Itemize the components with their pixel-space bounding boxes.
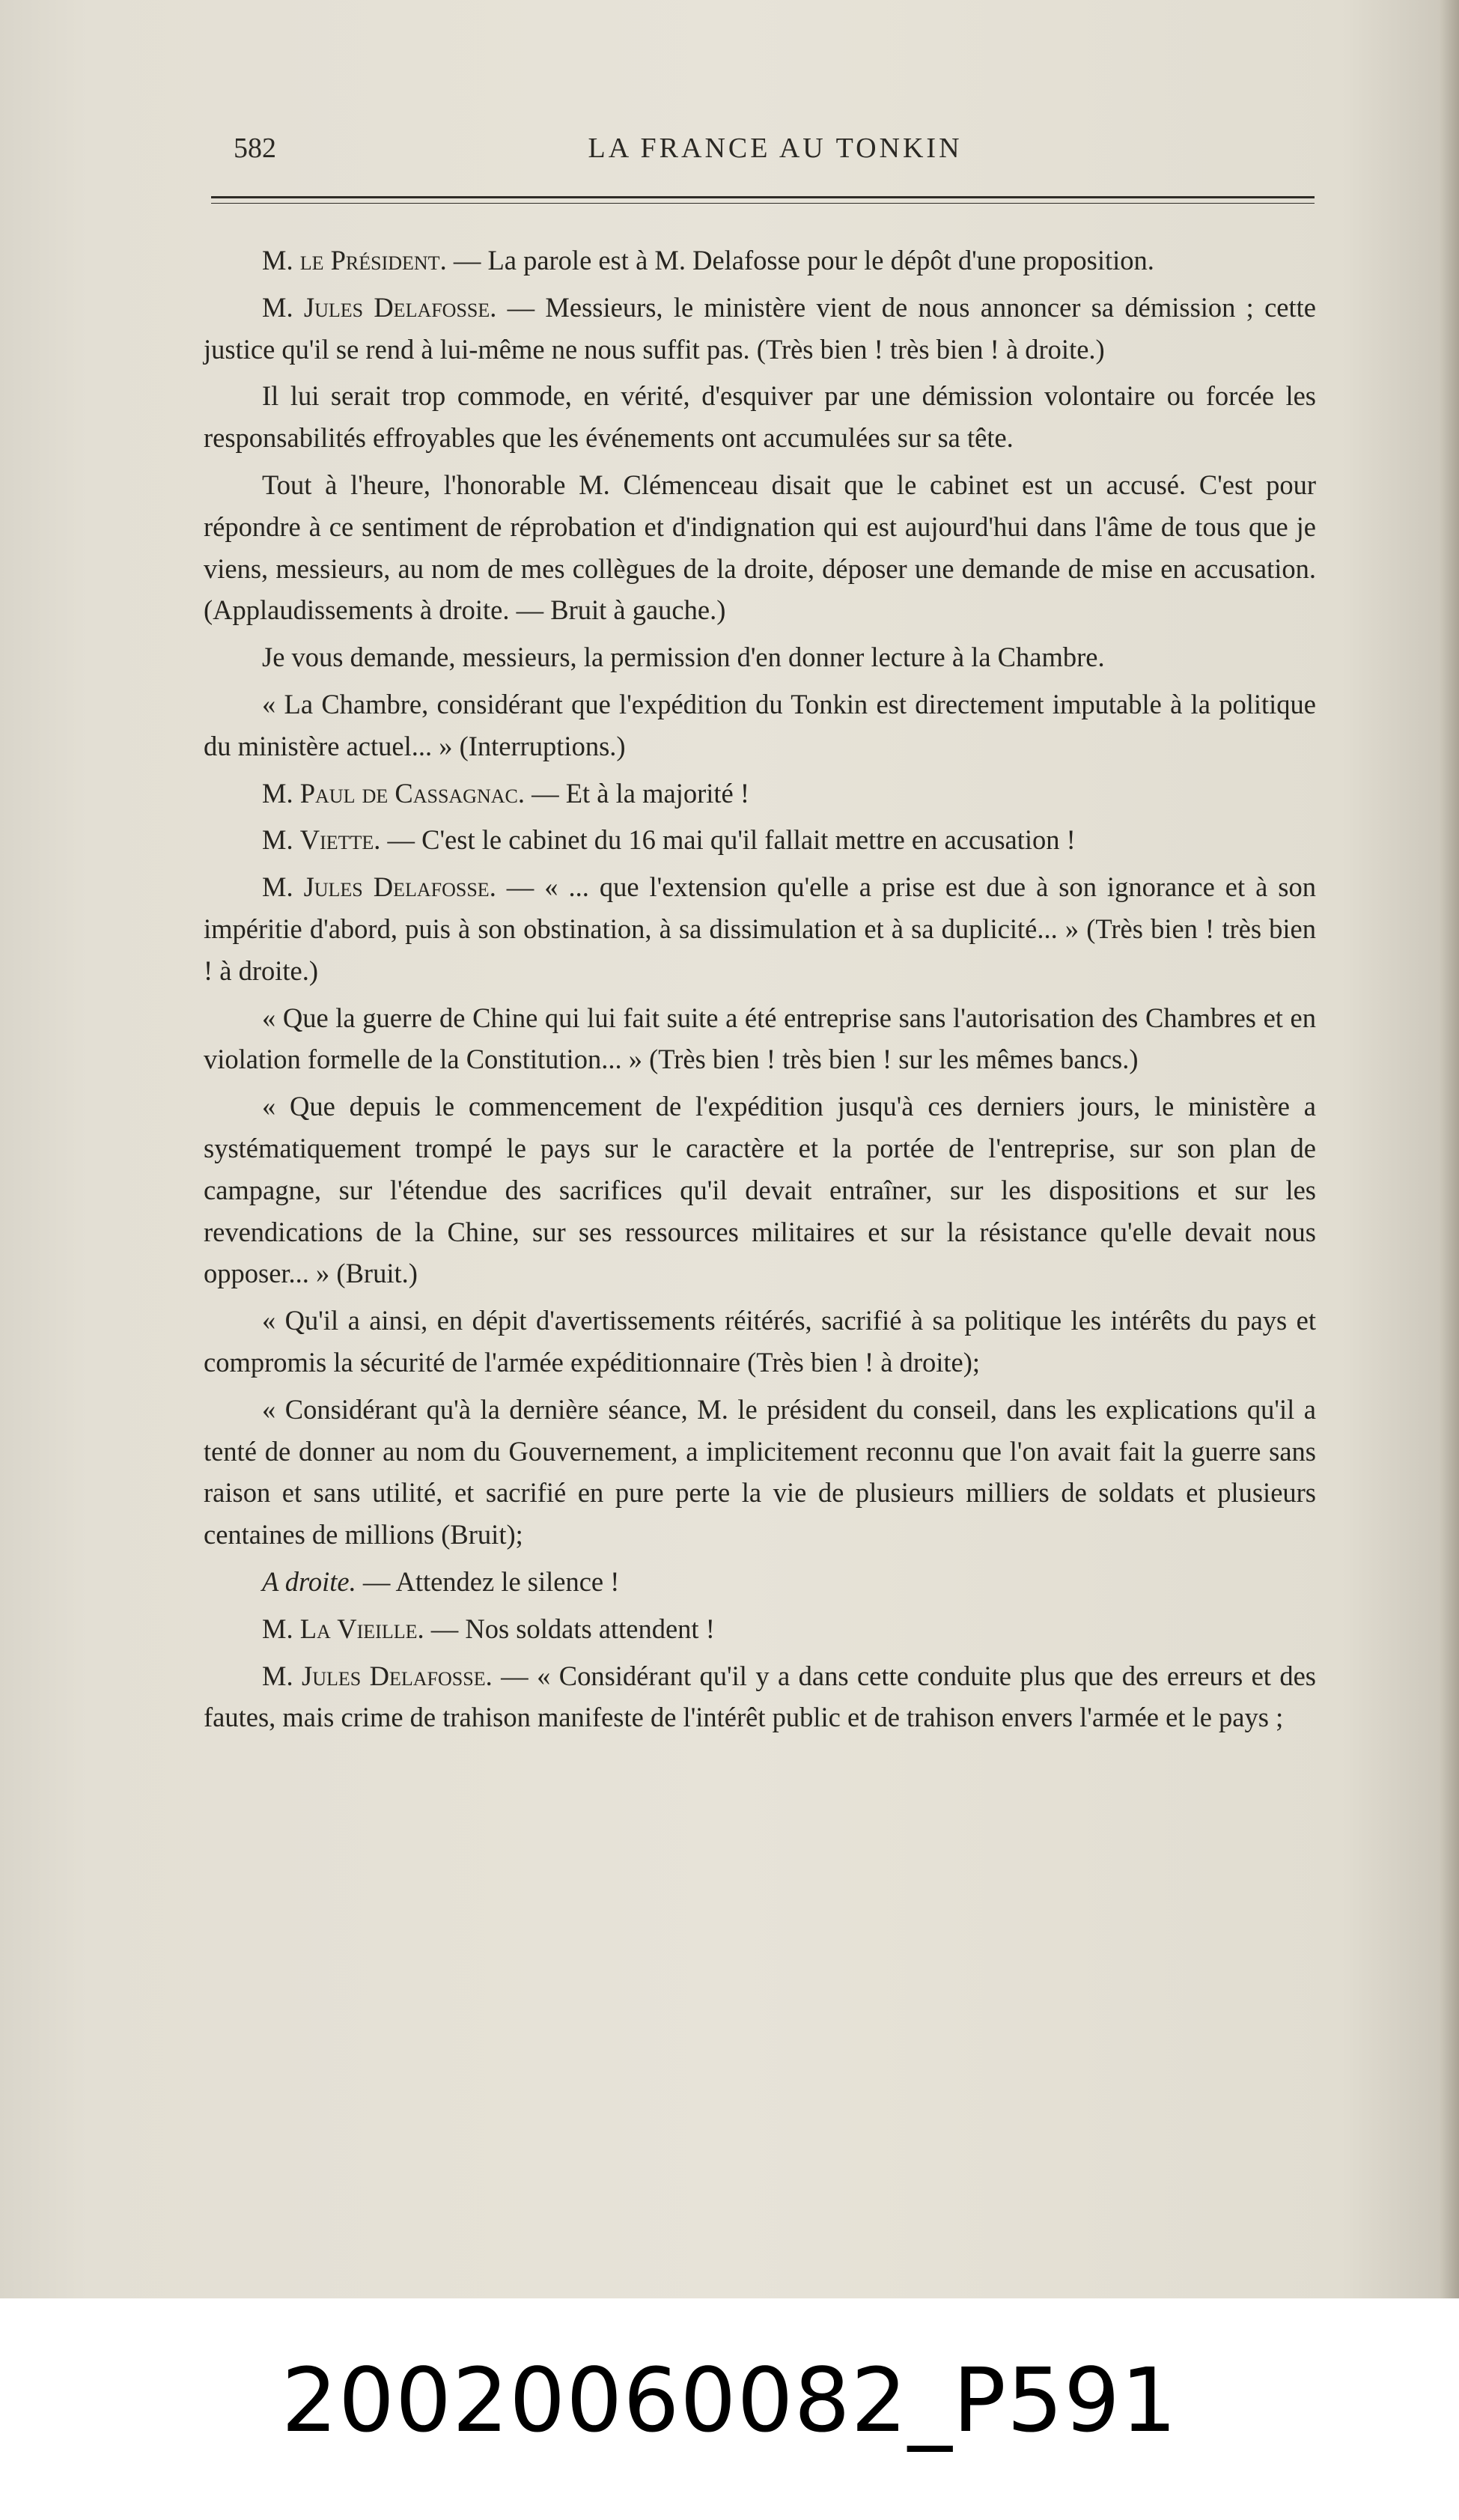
paragraph-text: « Considérant qu'à la dernière séance, M. le président du conseil, dans les explications qu'il a tenté de donner au nom du Gouvernement, a implicitement reconnu que l'on avait fait la guerre sans raison et sans utilité, et sacrifié en pure perte la vie de plusieurs milliers de soldats et plusieurs centaines de millions (Bruit); <box>204 1393 1316 1550</box>
paragraph-text: . — La parole est à M. Delafosse pour le dépôt d'une proposition. <box>439 245 1154 276</box>
page-edge-shadow <box>1440 0 1459 2298</box>
speaker-name: le Président <box>299 245 440 276</box>
body-text <box>204 240 1316 1744</box>
paragraph-text: . — Nos soldats attendent ! <box>417 1613 715 1644</box>
paragraph-text: . — Messieurs, le ministère vient de nous annoncer sa démission ; cette justice qu'il se rend à lui-même ne nous suffit pas. (Très bien ! très bien ! à droite.) <box>204 291 1316 365</box>
speaker-name: La Vieille <box>299 1613 418 1644</box>
running-title: LA FRANCE AU TONKIN <box>588 133 963 164</box>
paragraph <box>204 1655 1316 1739</box>
paragraph <box>204 866 1316 991</box>
interjection-label: A droite. <box>262 1565 356 1597</box>
paragraph-text: Tout à l'heure, l'honorable M. Clémenceau disait que le cabinet est un accusé. C'est pour répondre à ce sentiment de réprobation et d'indignation qui est aujourd'hui dans l'âme de tous que je viens, messieurs, au nom de mes collègues de la droite, déposer une demande de mise en accusation. (Applaudissements à droite. — Bruit à gauche.) <box>204 469 1316 626</box>
paragraph <box>204 464 1316 631</box>
paragraph <box>204 997 1316 1081</box>
paragraph-text: M. <box>262 824 300 856</box>
running-head <box>234 132 1317 177</box>
paragraph-text: M. <box>262 1660 302 1691</box>
paragraph <box>204 773 1316 815</box>
speaker-name: Jules Delafosse <box>302 1660 486 1691</box>
paragraph-text: M. <box>262 245 300 276</box>
caption-strip <box>0 2302 1459 2520</box>
page-number: 582 <box>234 133 276 164</box>
scan-identifier: 20020060082_P591 <box>281 2349 1178 2452</box>
paragraph <box>204 819 1316 861</box>
paragraph-text: « Que la guerre de Chine qui lui fait suite a été entreprise sans l'autorisation des Chambres et en violation formelle de la Constitution... » (Très bien ! très bien ! sur les mêmes bancs.) <box>204 1002 1316 1075</box>
paragraph <box>204 1561 1316 1603</box>
paragraph-text: « La Chambre, considérant que l'expédition du Tonkin est directement imputable à la politique du ministère actuel... » (Interruptions.) <box>204 688 1316 761</box>
paragraph-text: . — Et à la majorité ! <box>517 777 749 809</box>
paragraph <box>204 1300 1316 1384</box>
speaker-name: Viette <box>299 824 374 856</box>
paragraph <box>204 375 1316 459</box>
paragraph-text: M. <box>262 777 300 809</box>
header-rule <box>211 196 1315 204</box>
paragraph <box>204 240 1316 281</box>
paragraph-text: . — « ... que l'extension qu'elle a prise est due à son ignorance et à son impéritie d'abord, puis à son obstination, à sa dissimulation et à sa duplicité... » (Très bien ! très bien ! à droite.) <box>204 871 1316 986</box>
paragraph-text: « Que depuis le commencement de l'expédition jusqu'à ces derniers jours, le ministère a systématiquement trompé le pays sur le caractère et la portée de l'entreprise, sur son plan de campagne, sur l'étendue des sacrifices qu'il devait entraîner, sur les dispositions et sur les revendications de la Chine, sur ses ressources militaires et sur la résistance qu'elle devait nous opposer... » (Bruit.) <box>204 1091 1316 1289</box>
paragraph-text: M. <box>262 1613 300 1644</box>
paragraph-text: — Attendez le silence ! <box>356 1565 620 1597</box>
paragraph-text: « Qu'il a ainsi, en dépit d'avertissements réitérés, sacrifié à sa politique les intérêts du pays et compromis la sécurité de l'armée expéditionnaire (Très bien ! à droite); <box>204 1305 1316 1378</box>
paragraph <box>204 636 1316 678</box>
paragraph <box>204 1608 1316 1650</box>
paragraph-text: Il lui serait trop commode, en vérité, d'esquiver par une démission volontaire ou forcée les responsabilités effroyables que les événements ont accumulées sur sa tête. <box>204 380 1316 454</box>
paragraph <box>204 1086 1316 1294</box>
paragraph-text: . — « Considérant qu'il y a dans cette conduite plus que des erreurs et des fautes, mais crime de trahison manifeste de l'intérêt public et de trahison envers l'armée et le pays ; <box>204 1660 1316 1733</box>
speaker-name: Paul de Cassagnac <box>299 777 518 809</box>
paragraph-text: . — C'est le cabinet du 16 mai qu'il fallait mettre en accusation ! <box>374 824 1076 856</box>
paragraph-text: M. <box>262 871 304 903</box>
speaker-name: Jules Delafosse <box>303 871 490 903</box>
speaker-name: Jules Delafosse <box>303 291 490 323</box>
paragraph-text: Je vous demande, messieurs, la permission d'en donner lecture à la Chambre. <box>262 642 1105 673</box>
paragraph <box>204 1389 1316 1556</box>
paragraph-text: M. <box>262 291 304 323</box>
paragraph <box>204 287 1316 371</box>
paragraph <box>204 684 1316 767</box>
